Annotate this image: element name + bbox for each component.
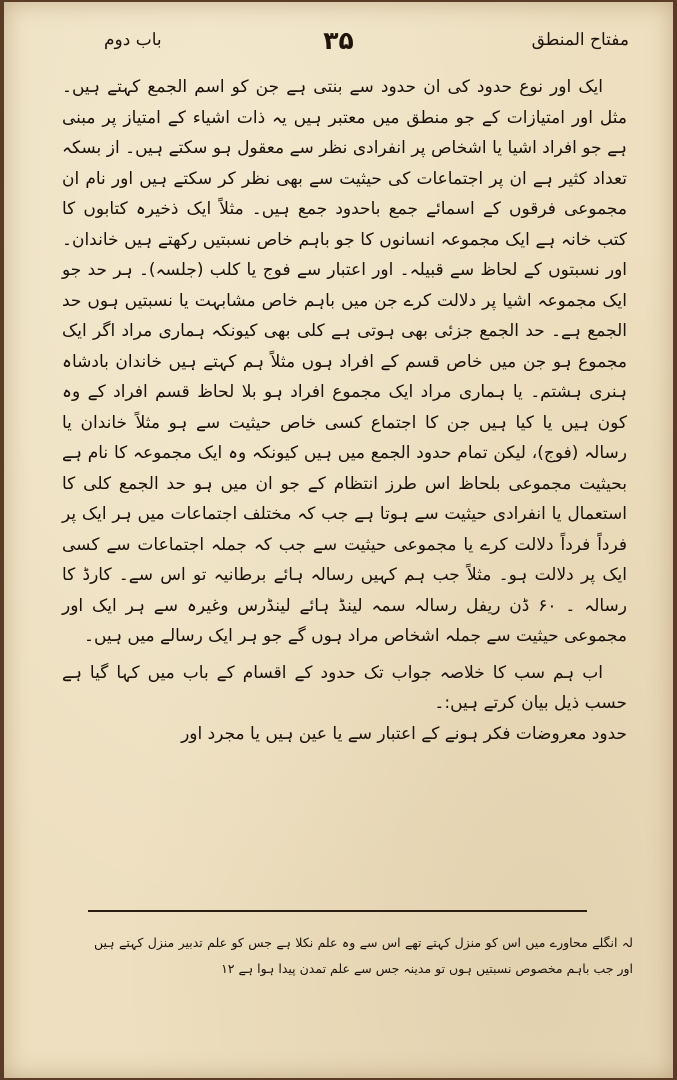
paragraph-collective-terms: ایک اور نوع حدود کی ان حدود سے بنتی ہے جن کو اسم الجمع کہتے ہیں۔ مثل اور امتیازات کے جو منطق میں معتبر ہیں یہ ذات اشیاء کے امتیاز پر مبنی ہے جو افراد اشیا یا اشخاص پر انفرادی نظر سے معقول ہو سکتے ہیں۔ از بسکہ تعداد کثیر ہے ان پر اجتماعات کی حیثیت سے بھی نظر کر سکتے ہیں اور نام ان مجموعی فرقوں کے اسمائے جمع باحدود جمع ہیں۔ مثلاً ایک ذخیرہ کتابوں کا کتب خانہ ہے ایک مجموعہ انسانوں کا جو باہم خاص نسبتیں رکھتے ہیں خاندان۔ اور نسبتوں کے لحاظ سے قبیلہ۔ اور اعتبار سے فوج یا کلب (جلسہ)۔ ہر حد جو ایک مجموعہ اشیا پر دلالت کرے جن میں باہم خاص مشابہت یا نسبتیں ہوں حد الجمع ہے۔ حد الجمع جزئی بھی ہوتی ہے کلی بھی کیونکہ ہماری مراد اگر ایک مجموع ہو جن میں خاص قسم کے افراد ہوں مثلاً ہم کہتے ہیں خاندان بادشاہ ہنری ہشتم۔ یا ہماری مراد ایک مجموع افراد ہو بلا لحاظ قسم افراد کے وہ کون ہیں یا کیا ہیں جن کا اجتماع کسی خاص حیثیت سے ہو مثلاً خاندان یا رسالہ (فوج)، لیکن تمام حدود الجمع میں ہیں کیونکہ وہ ایک مجموعہ کا نام ہے بحیثیت مجموعی بلحاظ اس طرز انتظام کے جو ان میں ہو حد الجمع کلی کا استعمال یا انفرادی حیثیت سے ہوتا ہے جب کہ مختلف اجتماعات میں ہر ایک پر فرداً فرداً دلالت کرے یا مجموعی حیثیت سے جب کہ جملہ اجتماعات سے کسی ایک پر دلالت ہو۔ مثلاً جب ہم کہیں رسالہ ہائے برطانیہ تو اس سے۔ کارڈ کا رسالہ ۔ ۶۰ ڈن ریفل رسالہ سمہ لینڈ ہائے لینڈرس وغیرہ سے ہر ایک اور مجموعی حیثیت سے جملہ اشخاص مراد ہوں گے جو ہر ایک رسالے میں ہیں۔	[62, 77, 628, 646]
page-number: ۳۵	[323, 26, 354, 55]
paragraph-summary-intro: اب ہم سب کا خلاصہ جواب تک حدود کے اقسام کے باب میں کہا گیا ہے حسب ذیل بیان کرتے ہیں:۔	[62, 662, 627, 713]
footnote-divider	[88, 910, 587, 912]
main-text	[62, 72, 627, 749]
running-head	[4, 26, 673, 60]
chapter-label: باب دوم	[104, 30, 162, 50]
footnote	[94, 930, 633, 982]
book-page	[4, 2, 673, 1078]
paragraph-summary-start: حدود معروضات فکر ہونے کے اعتبار سے یا عین ہیں یا مجرد اور	[181, 723, 627, 744]
book-title: مفتاح المنطق	[531, 30, 629, 50]
footnote-text: لہ انگلے محاورے میں اس کو منزل کہتے تھے اس سے وہ علم نکلا ہے جس کو علم تدبیر منزل کہتے ہیں اور جب باہم مخصوص نسبتیں ہوں تو مدینہ جس سے علم تمدن پیدا ہوا ہے ۱۲	[94, 935, 633, 976]
